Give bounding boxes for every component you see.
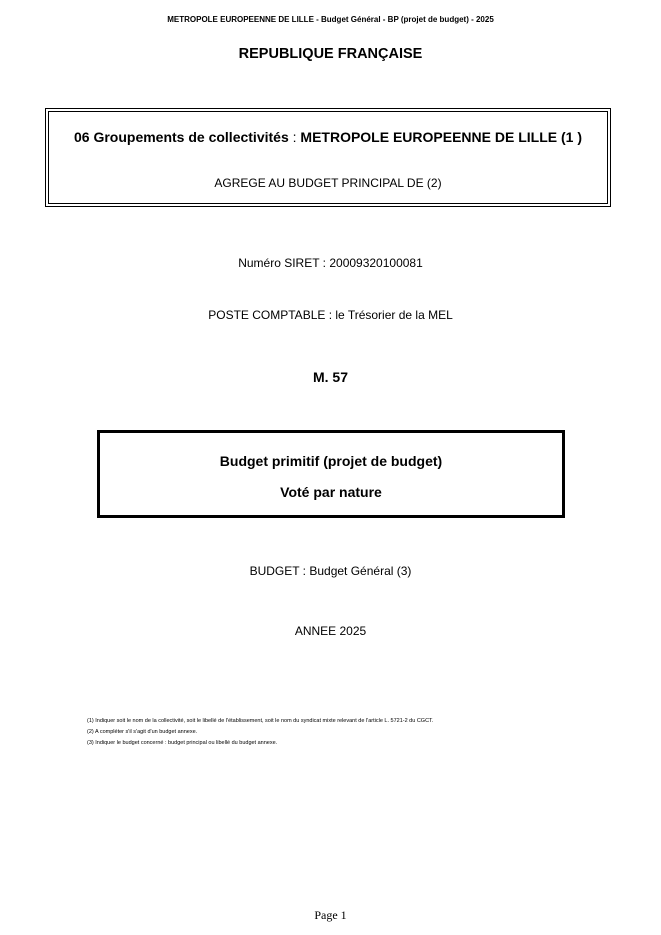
footnotes	[87, 716, 627, 749]
siret-number: Numéro SIRET : 20009320100081	[238, 256, 423, 270]
footnote-2: (2) A compléter s'il s'agit d'un budget annexe.	[87, 729, 198, 735]
organization-name: METROPOLE EUROPEENNE DE LILLE (1 )	[300, 129, 582, 145]
budget-year: ANNEE 2025	[294, 624, 367, 638]
country-title: REPUBLIQUE FRANÇAISE	[238, 46, 423, 62]
footnote-1: (1) Indiquer soit le nom de la collectivité, soit le libellé de l'établissement, soit le nom du syndicat mixte relevant de l'article L. 5721-2 du CGCT.	[87, 718, 434, 724]
organization-box	[45, 108, 611, 207]
organization-line	[55, 129, 601, 146]
aggregate-line: AGREGE AU BUDGET PRINCIPAL DE (2)	[214, 176, 442, 190]
vote-mode: Voté par nature	[280, 484, 382, 500]
budget-type-box	[97, 430, 565, 518]
organization-separator: :	[288, 129, 301, 145]
budget-type: Budget primitif (projet de budget)	[219, 453, 443, 469]
nomenclature: M. 57	[312, 369, 348, 385]
organization-category: 06 Groupements de collectivités	[73, 129, 289, 145]
page-number: Page 1	[314, 908, 347, 922]
accounting-post: POSTE COMPTABLE : le Trésorier de la MEL	[208, 308, 453, 322]
footnote-3: (3) Indiquer le budget concerné : budget principal ou libellé du budget annexe.	[87, 740, 278, 746]
organization-box-inner-border	[48, 111, 608, 204]
running-header: METROPOLE EUROPEENNE DE LILLE - Budget Général - BP (projet de budget) - 2025	[167, 15, 494, 24]
budget-label: BUDGET : Budget Général (3)	[249, 564, 412, 578]
